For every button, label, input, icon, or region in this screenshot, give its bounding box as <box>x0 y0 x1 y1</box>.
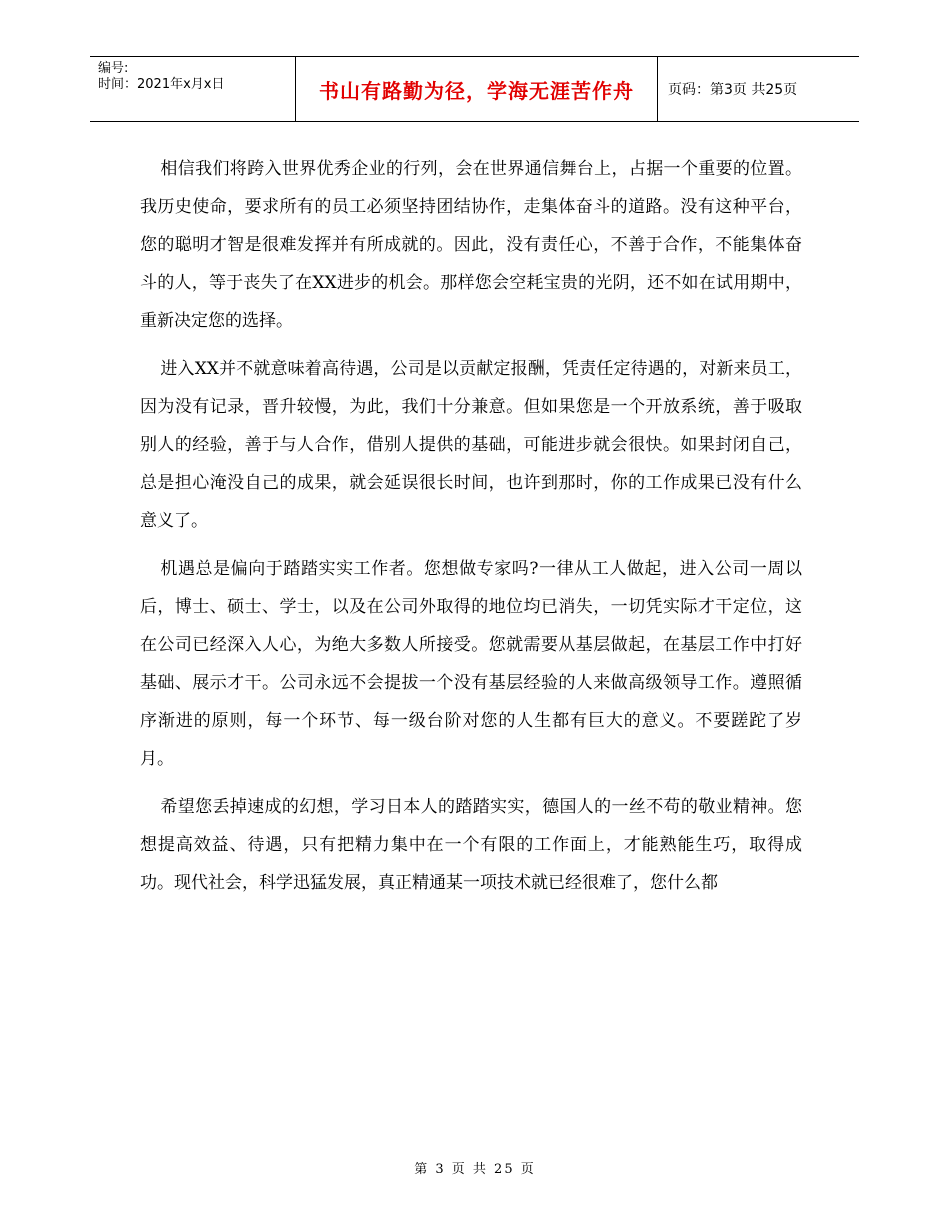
paragraph-1: 相信我们将跨入世界优秀企业的行列，会在世界通信舞台上，占据一个重要的位置。我历史使命，要求所有的员工必须坚持团结协作，走集体奋斗的道路。没有这种平台，您的聪明才智是很难发挥并有所成就的。因此，没有责任心，不善于合作，不能集体奋斗的人，等于丧失了在XX进步的机会。那样您会空耗宝贵的光阴，还不如在试用期中，重新决定您的选择。 <box>140 159 802 331</box>
document-body <box>140 150 802 912</box>
paragraph-3: 机遇总是偏向于踏踏实实工作者。您想做专家吗?一律从工人做起，进入公司一周以后，博士、硕士、学士，以及在公司外取得的地位均已消失，一切凭实际才干定位，这在公司已经深入人心，为绝大多数人所接受。您就需要从基层做起，在基层工作中打好基础、展示才干。公司永远不会提拔一个没有基层经验的人来做高级领导工作。遵照循序渐进的原则，每一个环节、每一级台阶对您的人生都有巨大的意义。不要蹉跎了岁月。 <box>140 559 802 769</box>
document-number-label: 编号: <box>98 61 129 76</box>
page-footer: 第 3 页 共 25 页 <box>414 1162 536 1177</box>
header-page-info: 页码：第3页 共25页 <box>668 82 798 98</box>
page-header <box>90 56 859 122</box>
header-motto: 书山有路勤为径，学海无涯苦作舟 <box>296 57 658 121</box>
header-meta <box>90 57 296 121</box>
document-time: 时间：2021年x月x日 <box>98 77 225 92</box>
paragraph-2: 进入XX并不就意味着高待遇，公司是以贡献定报酬，凭责任定待遇的，对新来员工，因为没有记录，晋升较慢，为此，我们十分兼意。但如果您是一个开放系统，善于吸取别人的经验，善于与人合作，借别人提供的基础，可能进步就会很快。如果封闭自己，总是担心淹没自己的成果，就会延误很长时间，也许到那时，你的工作成果已没有什么意义了。 <box>140 359 802 531</box>
paragraph-4: 希望您丢掉速成的幻想，学习日本人的踏踏实实，德国人的一丝不苟的敬业精神。您想提高效益、待遇，只有把精力集中在一个有限的工作面上，才能熟能生巧，取得成功。现代社会，科学迅猛发展，真正精通某一项技术就已经很难了，您什么都 <box>140 797 802 893</box>
